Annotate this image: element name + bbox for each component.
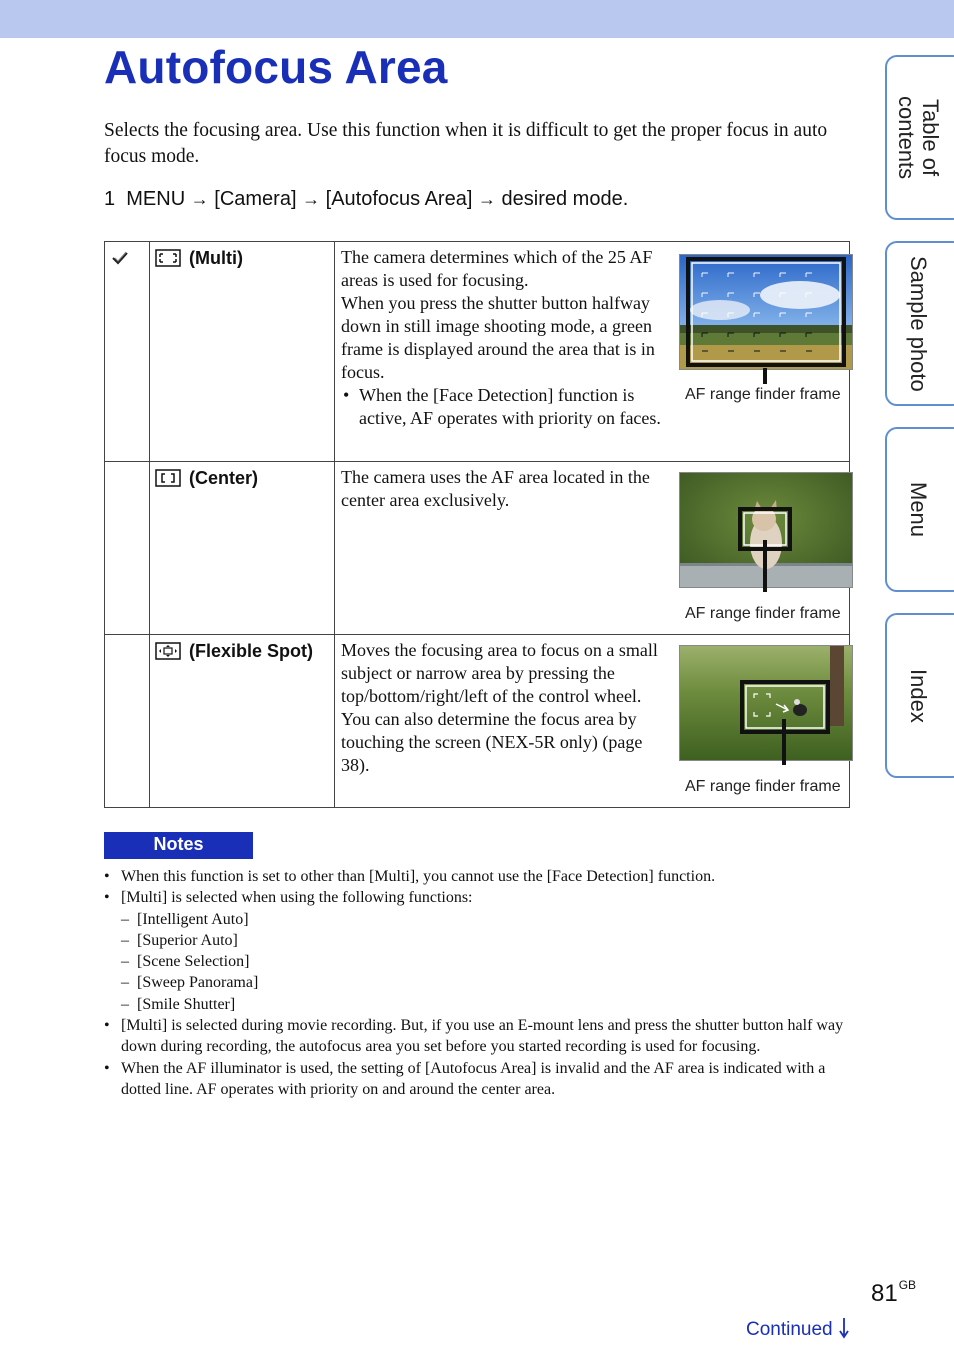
default-cell [105, 242, 150, 462]
step-autofocus-area: [Autofocus Area] [325, 188, 473, 210]
page-title: Autofocus Area [104, 41, 448, 93]
mode-name-cell [150, 462, 335, 635]
description-paragraph: You can also determine the focus area by touching the screen (NEX-5R only) (page 38). [341, 709, 643, 775]
frame-caption: AF range finder frame [685, 605, 841, 622]
tab-label: Menu [906, 481, 931, 538]
description-paragraph: When you press the shutter button halfway down in still image shooting mode, a green frame is displayed around the area that is in focus. [341, 293, 655, 382]
mode-label-multi: (Multi) [189, 248, 243, 268]
multi-af-icon [155, 249, 181, 267]
tab-menu[interactable] [885, 427, 954, 592]
multi-af-sample-image [679, 254, 853, 370]
mode-name-cell [150, 635, 335, 808]
page-suffix: GB [898, 1278, 917, 1292]
note-item: • [Multi] is selected when using the following functions: [104, 887, 844, 908]
page-number-value: 81 [871, 1280, 898, 1307]
frame-caption: AF range finder frame [685, 778, 841, 795]
mode-label-flexible-spot: (Flexible Spot) [189, 641, 314, 661]
description-paragraph: Moves the focusing area to focus on a small subject or narrow area by pressing the top/bottom/right/left of the control wheel. [341, 640, 658, 706]
table-row [105, 635, 850, 808]
note-subitem: – [Superior Auto] [104, 930, 844, 951]
frame-pointer [763, 540, 767, 592]
mode-name-cell [150, 242, 335, 462]
page-number [871, 1278, 916, 1308]
note-subitem: – [Smile Shutter] [104, 994, 844, 1015]
mode-label-center: (Center) [189, 468, 259, 488]
note-subitem: – [Sweep Panorama] [104, 972, 844, 993]
menu-step [104, 188, 628, 211]
default-cell [105, 635, 150, 808]
flexible-spot-sample-image [679, 645, 853, 761]
mode-table [104, 241, 850, 808]
tab-sample-photo[interactable] [885, 241, 954, 406]
mode-description-cell [335, 242, 850, 462]
description-bullet: • When the [Face Detection] function is active, AF operates with priority on faces. [359, 384, 666, 430]
arrow-icon: → [302, 189, 321, 209]
mode-description [341, 246, 666, 430]
intro-text: Selects the focusing area. Use this function when it is difficult to get the proper focus in auto focus mode. [104, 120, 828, 167]
description-paragraph: The camera uses the AF area located in the center area exclusively. [341, 467, 650, 510]
frame-pointer [763, 368, 767, 384]
frame-caption: AF range finder frame [685, 386, 841, 403]
mode-description [341, 466, 666, 512]
continued-label: Continued [746, 1319, 833, 1340]
arrow-icon: → [477, 189, 496, 209]
center-af-icon [155, 469, 181, 487]
note-item: • [Multi] is selected during movie recording. But, if you use an E-mount lens and press the shutter button half way down during recording, the autofocus area you set before you started recording is used for focusing. [104, 1015, 844, 1058]
tab-label: Table of contents [894, 95, 943, 180]
default-cell [105, 462, 150, 635]
step-camera: [Camera] [214, 188, 297, 210]
step-menu: MENU [126, 188, 186, 210]
table-row [105, 462, 850, 635]
description-paragraph: The camera determines which of the 25 AF areas is used for focusing. [341, 247, 653, 290]
top-banner [0, 0, 954, 38]
mode-description [341, 639, 666, 777]
arrow-down-icon [838, 1317, 850, 1339]
note-item: • When this function is set to other than [Multi], you cannot use the [Face Detection] function. [104, 866, 844, 887]
note-subitem: – [Scene Selection] [104, 951, 844, 972]
note-item: • When the AF illuminator is used, the setting of [Autofocus Area] is invalid and the AF area is indicated with a dotted line. AF operates with priority on and around the center area. [104, 1058, 844, 1101]
frame-pointer [782, 719, 786, 765]
default-check-icon [111, 250, 129, 266]
arrow-icon: → [190, 189, 209, 209]
table-row [105, 242, 850, 462]
tab-index[interactable] [885, 613, 954, 778]
note-subitem: – [Intelligent Auto] [104, 909, 844, 930]
step-number: 1 [104, 188, 116, 210]
tab-table-of-contents[interactable] [885, 55, 954, 220]
flexible-spot-af-icon [155, 642, 181, 660]
mode-description-cell [335, 635, 850, 808]
step-desired-mode: desired mode. [501, 188, 629, 210]
mode-description-cell [335, 462, 850, 635]
notes-label: Notes [104, 832, 253, 859]
notes-list [104, 866, 844, 1100]
description-bullets [341, 384, 666, 430]
tab-label: Index [906, 668, 931, 723]
tab-label: Sample photo [906, 255, 931, 392]
continued-link[interactable] [746, 1317, 850, 1341]
